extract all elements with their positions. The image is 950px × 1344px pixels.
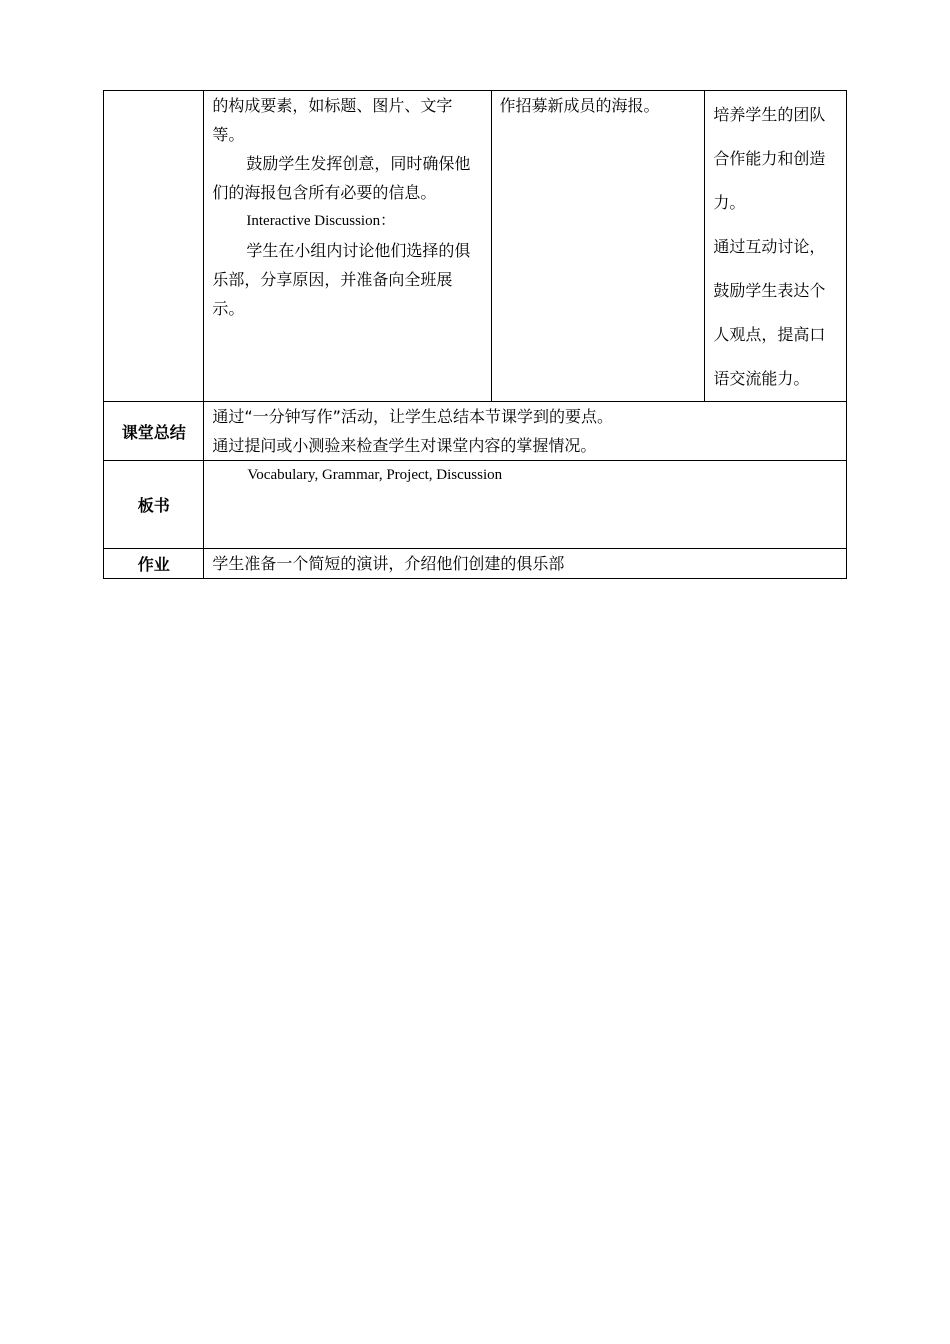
activity-label-cell: [104, 91, 204, 402]
summary-row: [104, 402, 847, 461]
summary-content-cell: [204, 402, 847, 461]
board-label: 板书: [104, 461, 204, 549]
purpose-paragraph: 培养学生的团队合作能力和创造力。: [713, 105, 826, 212]
purpose-cell: [705, 91, 847, 402]
homework-content: 学生准备一个简短的演讲，介绍他们创建的俱乐部: [212, 554, 565, 573]
description-paragraph: 鼓励学生发挥创意，同时确保他们的海报包含所有必要的信息。: [212, 154, 471, 202]
activity-row: [104, 91, 847, 402]
interactive-discussion-heading: Interactive Discussion：: [246, 213, 396, 229]
lesson-plan-table: [103, 90, 847, 579]
homework-content-cell: [204, 549, 847, 579]
summary-line: 通过“一分钟写作”活动，让学生总结本节课学到的要点。: [212, 407, 613, 426]
student-activity-text: 作招募新成员的海报。: [499, 96, 660, 115]
purpose-paragraph: 通过互动讨论，鼓励学生表达个人观点，提高口语交流能力。: [713, 237, 826, 388]
description-paragraph: 的构成要素，如标题、图片、文字等。: [212, 96, 453, 144]
homework-label: 作业: [104, 549, 204, 579]
student-activity-cell: [491, 91, 705, 402]
activity-description-cell: [204, 91, 491, 402]
summary-label: 课堂总结: [104, 402, 204, 461]
homework-row: [104, 549, 847, 579]
board-content: Vocabulary, Grammar, Project, Discussion: [247, 467, 503, 483]
board-row: [104, 461, 847, 549]
summary-line: 通过提问或小测验来检查学生对课堂内容的掌握情况。: [212, 436, 597, 455]
description-paragraph: 学生在小组内讨论他们选择的俱乐部，分享原因，并准备向全班展示。: [212, 241, 471, 318]
board-content-cell: [204, 461, 847, 549]
